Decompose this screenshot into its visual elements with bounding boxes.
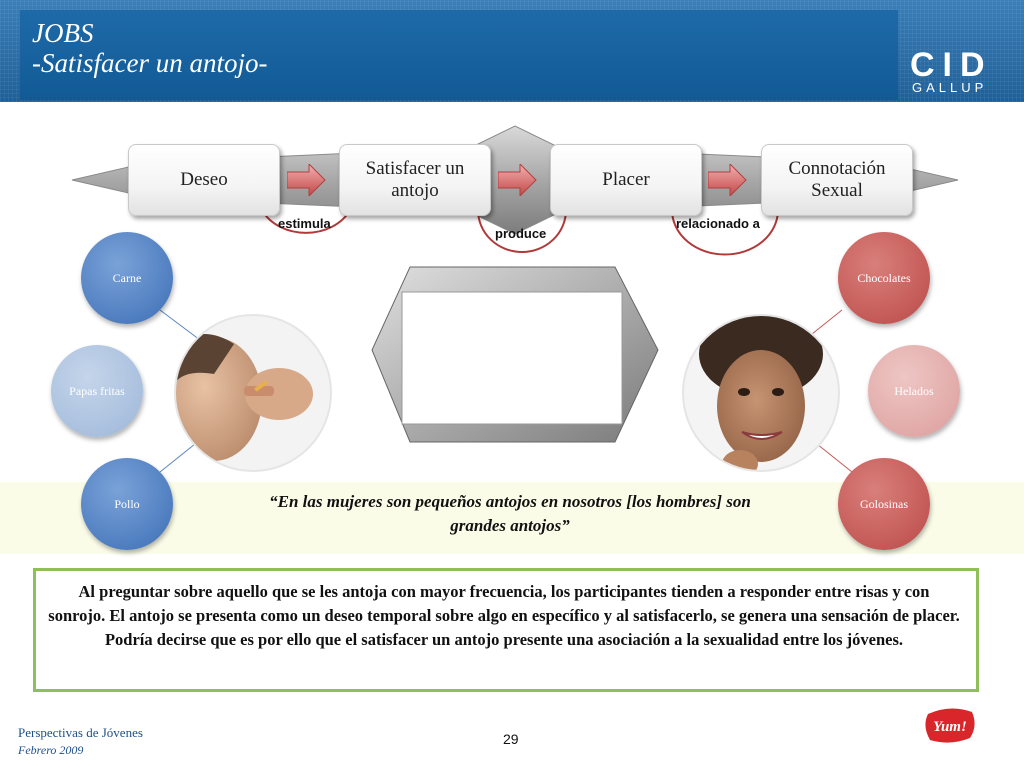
connector-produce: produce bbox=[495, 226, 547, 241]
image-frame-inner bbox=[402, 292, 622, 424]
svg-text:Yum!: Yum! bbox=[933, 719, 967, 735]
footer-title: Perspectivas de Jóvenes bbox=[18, 725, 143, 740]
woman-smiling-photo bbox=[682, 314, 840, 472]
page-title: JOBS bbox=[32, 18, 94, 48]
connector-relacionado: relacionado a bbox=[676, 216, 760, 231]
summary-text: Al preguntar sobre aquello que se les antoja con mayor frecuencia, los participantes tienden a responder entre risas y con sonrojo. El antojo se presenta como un deseo temporal sobre algo en específico y al satisfacerlo, se genera una sensación de placer. Podría decirse que es por ello que el satisfacer un antojo presente una asociación a la sexualidad entre los jóvenes. bbox=[48, 582, 960, 649]
step-placer: Placer bbox=[550, 144, 702, 216]
page-number: 29 bbox=[503, 731, 519, 747]
gallup-logo: GALLUP bbox=[912, 80, 988, 95]
item-chocolates: Chocolates bbox=[838, 232, 930, 324]
arrow-right-icon bbox=[287, 164, 327, 196]
connector-estimula: estimula bbox=[278, 216, 331, 231]
item-helados: Helados bbox=[868, 345, 960, 437]
item-papas-fritas: Papas fritas bbox=[51, 345, 143, 437]
yum-logo bbox=[922, 706, 978, 746]
page-subtitle: -Satisfacer un antojo- bbox=[32, 48, 268, 78]
item-golosinas: Golosinas bbox=[838, 458, 930, 550]
step-satisfacer: Satisfacer un antojo bbox=[339, 144, 491, 216]
step-deseo: Deseo bbox=[128, 144, 280, 216]
footer-date: Febrero 2009 bbox=[18, 743, 84, 757]
arrow-right-icon bbox=[498, 164, 538, 196]
item-pollo: Pollo bbox=[81, 458, 173, 550]
step-connotacion: Connotación Sexual bbox=[761, 144, 913, 216]
man-eating-photo bbox=[174, 314, 332, 472]
cid-logo: CID bbox=[910, 46, 993, 84]
arrow-right-icon bbox=[708, 164, 748, 196]
item-carne: Carne bbox=[81, 232, 173, 324]
quote-text: “En las mujeres son pequeños antojos en nosotros [los hombres] son grandes antojos” bbox=[269, 492, 751, 535]
